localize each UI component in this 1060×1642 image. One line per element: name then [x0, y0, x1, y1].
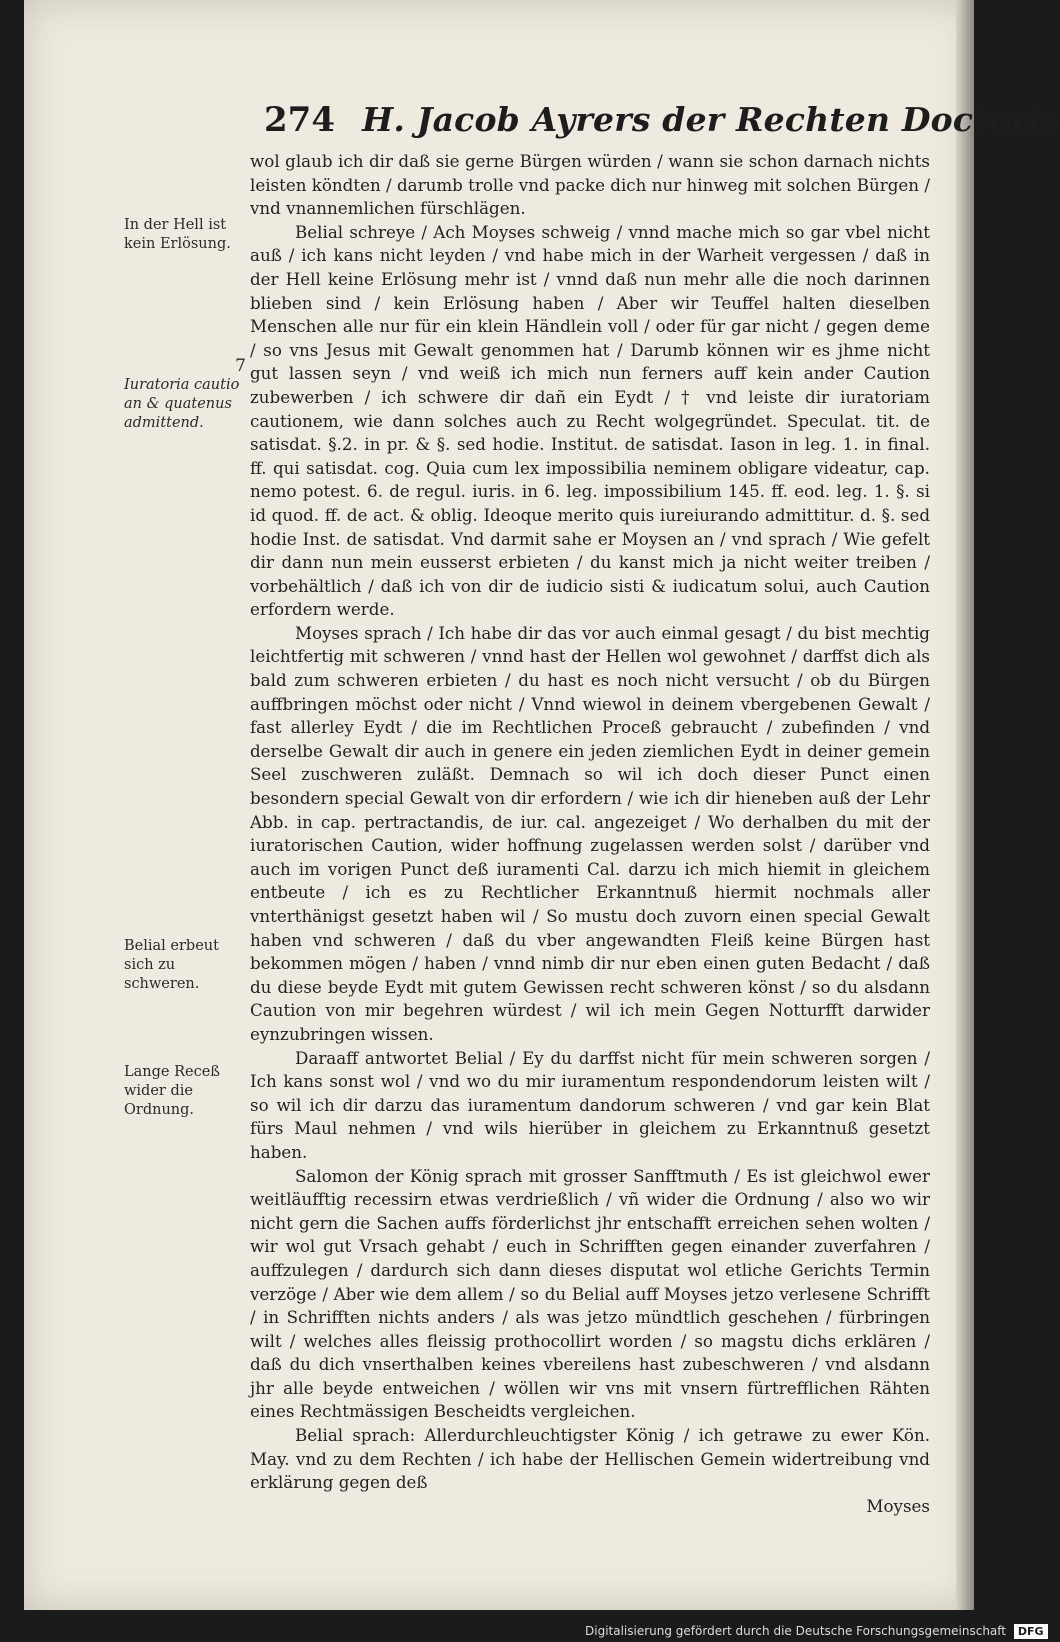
- book-page: [24, 0, 1060, 1610]
- page-header: [244, 100, 1060, 148]
- paragraph: Daraaff antwortet Belial / Ey du darffst nicht für mein schweren sorgen / Ich kans sonst wol / vnd wo du mir iuramentum respondendorum leisten wilt / so wil ich dir darzu das iuramentum dandorum schweren / vnd gar kein Blat fürs Maul nehmen / vnd wils hierüber in gleichem zu Erkanntnuß gesetzt haben.: [250, 1047, 930, 1162]
- footer-text: Digitalisierung gefördert durch die Deutsche Forschungsgemeinschaft: [585, 1624, 1007, 1638]
- paragraph: Belial schreye / Ach Moyses schweig / vnnd mache mich so gar vbel nicht auß / ich kans nicht leyden / vnd habe mich in der Warheit vergessen / daß in der Hell keine Erlösung mehr ist / vnnd daß nun mehr alle die noch darinnen blieben sind / kein Erlösung haben / Aber wir Teuffel halten dieselben Menschen alle nur für ein klein Händlein voll / oder für gar nicht / gegen deme / so vns Jesus mit Gewalt genommen hat / Darumb können wir es jhme nicht gut lassen seyn / vnd weiß ich mich nun ferners auff kein ander Caution zubewerben / ich schwere dir dañ ein Eydt / † vnd leiste dir iuratoriam cautionem, wie dann solches auch zu Recht wolgegründet. Speculat. tit. de satisdat. §.2. in pr. & §. sed hodie. Institut. de satisdat. Iason in leg. 1. in final. ff. qui satisdat. cog. Quia cum lex impossibilia neminem obligare videatur, cap. nemo potest. 6. de regul. iuris. in 6. leg. impossibilium 145. ff. eod. leg. 1. §. si id quod. ff. de act. & oblig. Ideoque merito quis iureiurando admittitur. d. §. sed hodie Inst. de satisdat. Vnd darmit sahe er Moysen an / vnd sprach / Wie gefelt dir dann nun mein eusserst erbieten / du kanst mich ja nicht weiter treiben / vorbehältlich / daß ich von dir de iudicio sisti & iudicatum solui, auch Caution erfordern werde.: [250, 221, 930, 620]
- dfg-logo: DFG: [1014, 1624, 1048, 1639]
- margin-note-number: 7: [235, 356, 246, 376]
- margin-note: Lange Receß wider die Ordnung.: [124, 1064, 220, 1118]
- running-title: H. Jacob Ayrers der Rechten Doctoris: [362, 100, 1060, 139]
- paragraph: wol glaub ich dir daß sie gerne Bürgen würden / wann sie schon darnach nichts leisten köndten / darumb trolle vnd packe dich nur hinweg mit solchen Bürgen / vnd vnannemlichen fürschlägen.: [250, 151, 930, 219]
- paragraph: Moyses sprach / Ich habe dir das vor auch einmal gesagt / du bist mechtig leichtfertig mit schweren / vnnd hast der Hellen wol gewohnet / darffst dich als bald zum schweren erbieten / du hast es noch nicht versucht / ob du Bürgen auffbringen möchst oder nicht / Vnnd wiewol in deinem vbergebenen Gewalt / fast allerley Eydt / die im Rechtlichen Proceß gebraucht / zubefinden / vnd derselbe Gewalt dir auch in genere ein jeden ziemlichen Eydt in deiner gemein Seel zuschweren zuläßt. Demnach so wil ich doch dieser Punct einen besondern special Gewalt von dir erfordern / wie ich dir hieneben auß der Lehr Abb. in cap. pertractandis, de iur. cal. angezeiget / Wo derhalben du mit der iuratorischen Caution, wider hoffnung zugelassen werden solst / darüber vnd auch im vorigen Punct deß iuramenti Cal. darzu ich mich hiemit in gleichem entbeute / ich es zu Rechtlicher Erkanntnuß hiermit nochmals aller vnterthänigst gesetzt haben wil / So mustu doch zuvorn einen special Gewalt haben vnd schweren / daß du vber angewandten Fleiß keine Bürgen hast bekommen mögen / haben / vnnd nimb dir nur eben einen guten Bedacht / daß du diese beyde Eydt mit gutem Gewissen recht schweren könst / so du alsdann Caution von mir begehren würdest / wil ich mein Gegen Notturfft darwider eynzubringen wissen.: [250, 622, 930, 1044]
- margin-note: 7 Iuratoria cautio an & quatenus admittend.: [124, 356, 246, 431]
- footer-bar: [585, 1620, 1044, 1642]
- margin-note: In der Hell ist kein Erlösung.: [124, 217, 231, 252]
- catchword: Moyses: [866, 1495, 930, 1516]
- page-number: 274: [264, 100, 335, 140]
- paragraph: Belial sprach: Allerdurchleuchtigster König / ich getrawe zu ewer Kön. May. vnd zu dem Rechten / ich habe der Hellischen Gemein widertreibung vnd erklärung gegen deß: [250, 1425, 930, 1493]
- margin-note: Belial erbeut sich zu schweren.: [124, 938, 219, 992]
- page-edge: [956, 0, 974, 1610]
- paragraph: Salomon der König sprach mit grosser Sanfftmuth / Es ist gleichwol ewer weitläufftig recessirn etwas verdrießlich / vñ wider die Ordnung / also wo wir nicht gern die Sachen auffs förderlichst jhr entschafft erreichen sehen wolten / wir wol gut Vrsach gehabt / euch in Schrifften gegen einander zuverfahren / auffzulegen / dardurch sich dann dieses disputat wol etliche Gerichts Termin verzöge / Aber wie dem allem / so du Belial auff Moyses jetzo verlesene Schrifft / in Schrifften nichts anders / als was jetzo mündtlich geschehen / fürbringen wilt / welches alles fleissig prothocollirt worden / so magstu dichs erklären / daß du dich vnserthalben keines vbereilens hast zubeschweren / vnd alsdann jhr alle beyde entweichen / wöllen wir vns mit vnsern fürtrefflichen Rähten eines Rechtmässigen Bescheidts vergleichen.: [250, 1165, 930, 1422]
- body-text: [250, 150, 930, 1518]
